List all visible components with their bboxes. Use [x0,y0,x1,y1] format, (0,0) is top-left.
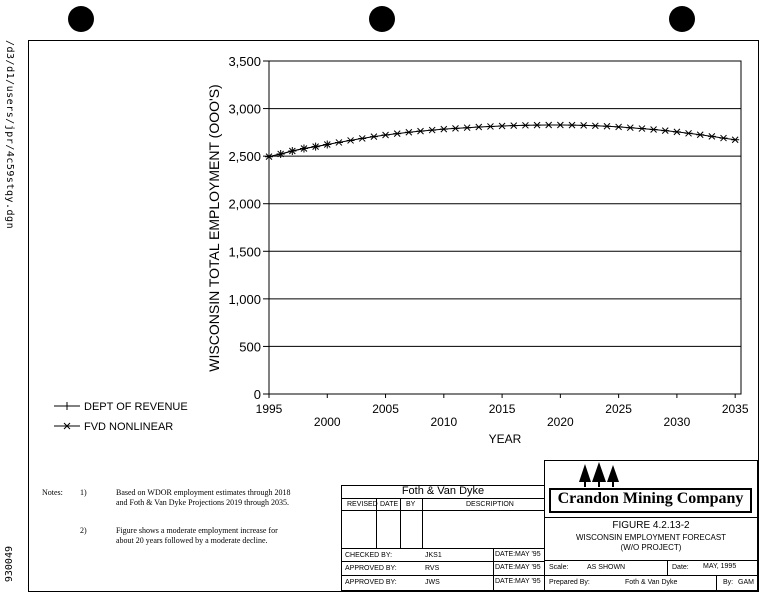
data-point-fvd-nonlinear [335,139,343,145]
drawing-number: 930049 [4,546,15,583]
data-point-fvd-nonlinear [498,123,506,129]
data-point-fvd-nonlinear [731,137,739,143]
data-point-fvd-nonlinear [556,122,564,128]
y-tick-label: 1,000 [228,291,261,307]
figure-number: FIGURE 4.2.13-2 [612,520,690,531]
prepared-by-label: Prepared By: [549,579,590,586]
note-2-text: Figure shows a moderate employment increase for about 20 years followed by a moderate decline. [116,526,278,545]
data-point-fvd-nonlinear [393,131,401,137]
data-point-fvd-nonlinear [615,124,623,130]
data-point-fvd-nonlinear [417,128,425,134]
data-point-fvd-nonlinear [382,132,390,138]
legend-asterisk-mark [63,423,71,429]
data-point-fvd-nonlinear [545,122,553,128]
approved-date-value-1: MAY '95 [515,564,541,571]
note-1-number: 1) [80,488,87,497]
y-axis-label: WISCONSIN TOTAL EMPLOYMENT (OOO'S) [206,84,222,372]
legend-label-fvd-nonlinear: FVD NONLINEAR [84,421,174,433]
data-point-fvd-nonlinear [358,135,366,141]
x-tick-label: 2035 [721,402,749,416]
scale-value: AS SHOWN [587,564,626,571]
legend-marker-asterisk [63,423,71,429]
figure-title-line-1: WISCONSIN EMPLOYMENT FORECAST [575,533,727,542]
header-description: DESCRIPTION [466,501,514,508]
notes-label: Notes: [42,488,63,497]
data-point-fvd-nonlinear [510,123,518,129]
data-point-fvd-nonlinear [685,130,693,136]
note-2-number: 2) [80,526,87,535]
y-tick-label: 3,000 [228,101,261,117]
legend-plus-mark [63,402,71,410]
x-axis-label: YEAR [488,432,522,446]
header-by: BY [406,501,416,508]
x-tick-label: 1995 [255,402,283,416]
note-1-text: Based on WDOR employment estimates through 2018 and Foth & Van Dyke Projections 2019 through 2035. [116,488,291,507]
data-point-fvd-nonlinear [475,124,483,130]
revision-company: Foth & Van Dyke [401,485,485,497]
data-point-fvd-nonlinear [696,132,704,138]
prepared-by-value: Foth & Van Dyke [625,579,678,586]
data-point-fvd-nonlinear [521,122,529,128]
data-point-fvd-nonlinear [405,129,413,135]
by-value: GAM [738,579,754,586]
y-tick-label: 0 [253,387,261,402]
series-line-fvd-nonlinear [269,125,735,157]
data-point-fvd-nonlinear [533,122,541,128]
approved-date-label-1: DATE: [495,564,516,571]
x-tick-label: 2005 [372,402,399,416]
tree-logo-icon [577,462,621,488]
data-point-fvd-nonlinear [661,128,669,134]
data-point-fvd-nonlinear [440,126,448,132]
y-tick-label: 500 [239,339,261,355]
legend [54,401,188,433]
approved-date-label-2: DATE: [495,578,516,585]
data-point-fvd-nonlinear [626,125,634,131]
plot-area-border [269,61,741,394]
data-point-fvd-nonlinear [451,125,459,131]
approved-date-value-2: MAY '95 [515,578,541,585]
checked-by-value: JKS1 [425,552,442,559]
y-tick-label: 3,500 [228,54,261,69]
file-path-text: /d3/d1/users/jpr/4c59stqy.dgn [4,40,15,230]
header-revised: REVISED [347,501,378,508]
scale-label: Scale: [549,564,569,571]
data-point-fvd-nonlinear [673,129,681,135]
approved-by-value-2: JWS [425,579,440,586]
checked-date-label: DATE: [495,551,516,558]
y-tick-label: 2,500 [228,149,261,165]
y-tick-label: 2,000 [228,196,261,212]
x-tick-label: 2000 [313,415,341,429]
figure-title-line-2: (W/O PROJECT) [620,543,682,552]
legend-label-dept-of-revenue: DEPT OF REVENUE [84,401,188,413]
approved-by-value-1: RVS [425,565,440,572]
x-tick-label: 2025 [605,402,632,416]
x-tick-label: 2030 [663,415,691,429]
data-point-fvd-nonlinear [347,137,355,143]
checked-date-value: MAY '95 [515,551,541,558]
approved-by-label-2: APPROVED BY: [345,579,397,586]
data-point-fvd-nonlinear [370,134,378,140]
data-point-fvd-nonlinear [603,123,611,129]
data-point-fvd-nonlinear [638,126,646,132]
data-point-fvd-nonlinear [463,125,471,131]
data-point-fvd-nonlinear [428,127,436,133]
x-tick-label: 2010 [430,415,458,429]
data-point-fvd-nonlinear [708,133,716,139]
title-date-label: Date: [672,564,689,571]
data-point-fvd-nonlinear [591,123,599,129]
data-point-fvd-nonlinear [720,135,728,141]
checked-by-label: CHECKED BY: [345,552,393,559]
company-name: Crandon Mining Company [557,490,744,507]
x-tick-label: 2020 [547,415,574,429]
title-date-value: MAY, 1995 [703,563,737,570]
data-point-fvd-nonlinear [568,122,576,128]
data-point-fvd-nonlinear [486,123,494,129]
by-label: By: [723,579,734,586]
y-tick-label: 1,500 [228,244,261,260]
header-date: DATE [380,501,399,508]
data-point-fvd-nonlinear [650,127,658,133]
approved-by-label-1: APPROVED BY: [345,565,397,572]
data-point-fvd-nonlinear [580,122,588,128]
legend-marker-plus [63,402,71,410]
x-tick-label: 2015 [488,402,516,416]
